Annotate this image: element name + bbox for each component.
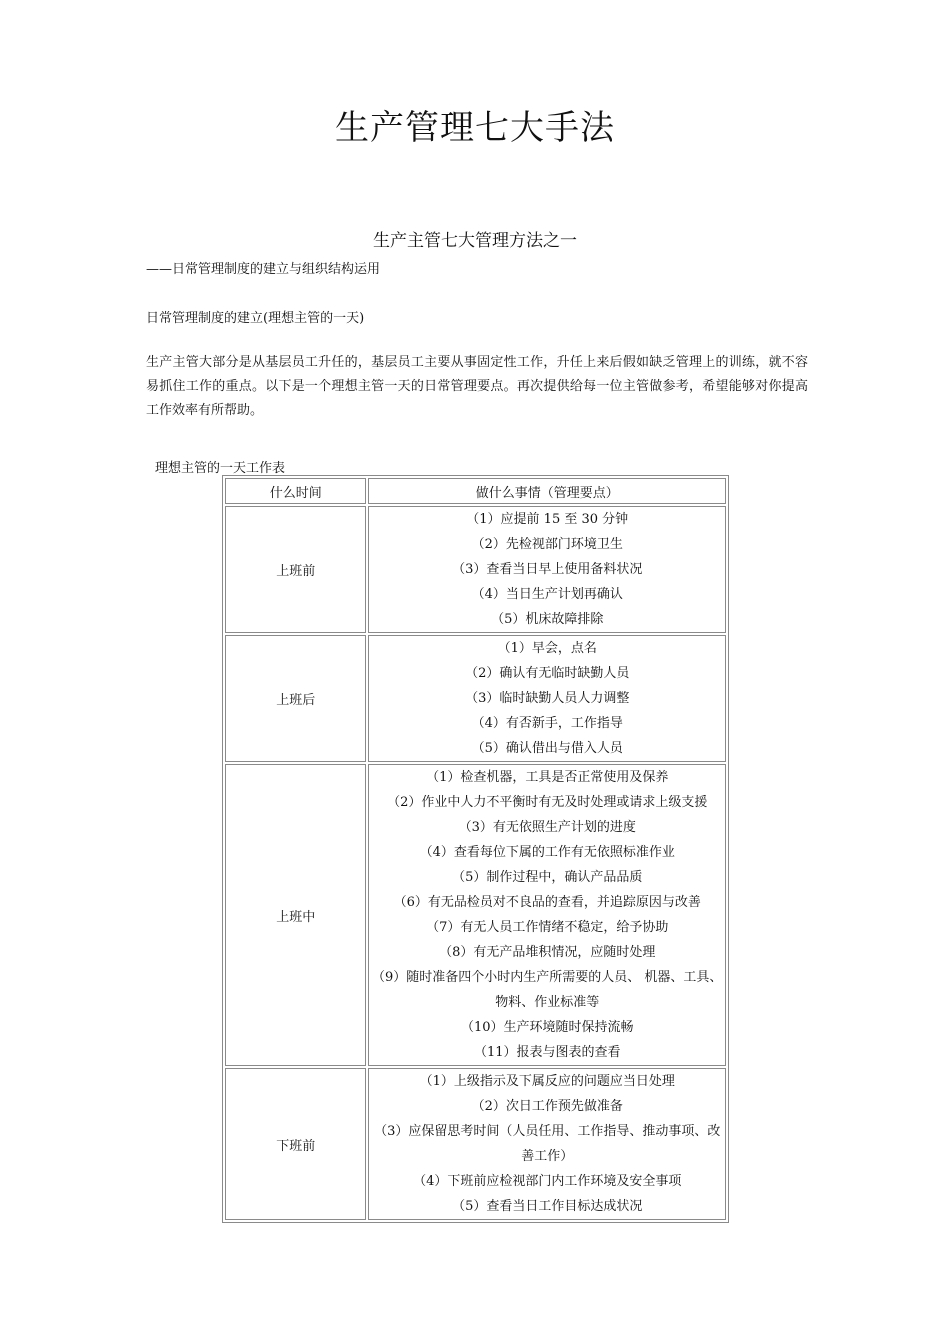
- table-row: [225, 506, 726, 633]
- task-item: （2）次日工作预先做准备: [471, 1099, 623, 1114]
- subtitle-dash-line: ——日常管理制度的建立与组织结构运用: [146, 262, 381, 277]
- task-item: （6）有无品检员对不良品的查看，并追踪原因与改善: [393, 895, 701, 910]
- task-item: （1）上级指示及下属反应的问题应当日处理: [419, 1074, 675, 1089]
- task-item: （2）确认有无临时缺勤人员: [465, 666, 630, 681]
- time-cell: 下班前: [225, 1068, 366, 1220]
- table-row: [225, 635, 726, 762]
- table-row: [225, 1068, 726, 1220]
- table-row: [225, 764, 726, 1066]
- task-item: （11）报表与图表的查看: [473, 1045, 621, 1060]
- task-item: （9）随时准备四个小时内生产所需要的人员、 机器、工具、物料、作业标准等: [372, 970, 723, 1010]
- task-item: （3）临时缺勤人员人力调整: [465, 691, 630, 706]
- task-item: （1）应提前 15 至 30 分钟: [466, 512, 629, 527]
- task-item: （5）机床故障排除: [491, 612, 604, 627]
- task-item: （4）有否新手，工作指导: [471, 716, 623, 731]
- daily-work-table: [222, 475, 729, 1223]
- intro-paragraph: 生产主管大部分是从基层员工升任的，基层员工主要从事固定性工作，升任上来后假如缺乏管理上的训练，就不容易抓住工作的重点。以下是一个理想主管一天的日常管理要点。再次提供给每一位主管做参考，希望能够对你提高工作效率有所帮助。: [146, 355, 808, 418]
- task-item: （2）先检视部门环境卫生: [471, 537, 623, 552]
- task-item: （3）查看当日早上使用备料状况: [452, 562, 643, 577]
- task-item: （7）有无人员工作情绪不稳定，给予协助: [426, 920, 669, 935]
- task-cell: [368, 1068, 726, 1220]
- task-cell: [368, 635, 726, 762]
- task-item: （4）下班前应检视部门内工作环境及安全事项: [413, 1174, 682, 1189]
- task-item: （4）当日生产计划再确认: [471, 587, 623, 602]
- time-cell: 上班后: [225, 635, 366, 762]
- task-item: （2）作业中人力不平衡时有无及时处理或请求上级支援: [387, 795, 708, 810]
- task-item: （3）有无依照生产计划的进度: [458, 820, 636, 835]
- task-cell: [368, 506, 726, 633]
- document-subtitle: 生产主管七大管理方法之一: [373, 231, 577, 251]
- header-time: 什么时间: [225, 478, 366, 504]
- task-item: （1）检查机器，工具是否正常使用及保养: [426, 770, 669, 785]
- task-item: （10）生产环境随时保持流畅: [460, 1020, 634, 1035]
- section-heading: 日常管理制度的建立(理想主管的一天): [146, 311, 365, 326]
- task-item: （1）早会，点名: [497, 641, 597, 656]
- time-cell: 上班前: [225, 506, 366, 633]
- task-item: （5）制作过程中，确认产品品质: [452, 870, 643, 885]
- task-item: （5）查看当日工作目标达成状况: [452, 1199, 643, 1214]
- task-item: （4）查看每位下属的工作有无依照标准作业: [419, 845, 675, 860]
- table-caption: 理想主管的一天工作表: [155, 461, 286, 476]
- task-cell: [368, 764, 726, 1066]
- document-title: 生产管理七大手法: [335, 108, 615, 148]
- task-item: （5）确认借出与借入人员: [471, 741, 623, 756]
- table-header-row: [225, 478, 726, 504]
- task-item: （3）应保留思考时间（人员任用、工作指导、推动事项、改善工作）: [374, 1124, 721, 1164]
- time-cell: 上班中: [225, 764, 366, 1066]
- header-task: 做什么事情（管理要点）: [368, 478, 726, 504]
- task-item: （8）有无产品堆积情况，应随时处理: [439, 945, 656, 960]
